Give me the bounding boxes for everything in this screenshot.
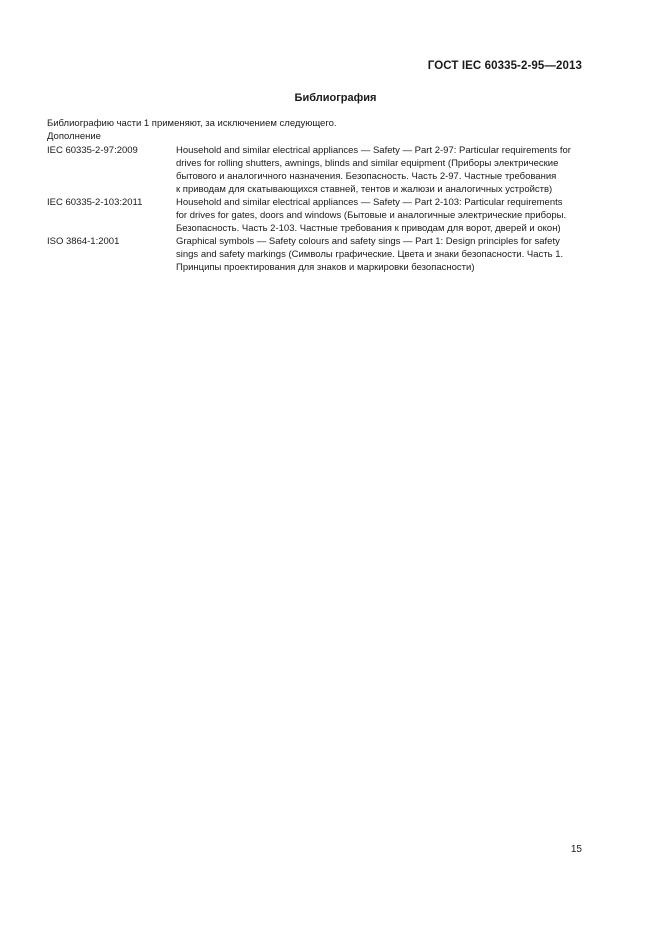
entry-line: Принципы проектирования для знаков и маркировки безопасности) [176, 262, 475, 273]
page-number: 15 [570, 844, 582, 855]
section-title: Библиография [294, 92, 377, 104]
entry-code: IEC 60335-2-97:2009 [47, 145, 138, 156]
supplement-label: Дополнение [47, 131, 101, 142]
entry-line: к приводам для скатывающихся ставней, тентов и жалюзи и аналогичных устройств) [176, 184, 553, 195]
entry-line: Безопасность. Часть 2-103. Частные требования к приводам для ворот, дверей и окон) [176, 223, 561, 234]
entry-code: IEC 60335-2-103:2011 [47, 197, 143, 208]
entry-line: бытового и аналогичного назначения. Безопасность. Часть 2-97. Частные требования [176, 171, 557, 182]
entry-code: ISO 3864-1:2001 [47, 236, 120, 247]
bibliography-list [47, 144, 584, 274]
intro-line: Библиографию части 1 применяют, за исключением следующего. [47, 118, 337, 129]
entry-line: drives for rolling shutters, awnings, blinds and similar equipment (Приборы электрические [176, 158, 559, 169]
bibliography-entry [47, 235, 584, 274]
entry-description [176, 235, 584, 274]
entry-line: Graphical symbols — Safety colours and safety sings — Part 1: Design principles for safety [176, 236, 560, 247]
entry-line: Household and similar electrical appliances — Safety — Part 2-97: Particular requirements for [176, 145, 571, 156]
intro-block [47, 117, 337, 143]
document-code: ГОСТ IEC 60335-2-95—2013 [427, 60, 582, 72]
entry-line: sings and safety markings (Символы графические. Цвета и знаки безопасности. Часть 1. [176, 249, 564, 260]
entry-line: Household and similar electrical appliances — Safety — Part 2-103: Particular requirements [176, 197, 563, 208]
entry-description [176, 196, 584, 235]
entry-description [176, 144, 584, 196]
bibliography-entry [47, 196, 584, 235]
bibliography-entry [47, 144, 584, 196]
entry-line: for drives for gates, doors and windows (Бытовые и аналогичные электрические приборы. [176, 210, 567, 221]
